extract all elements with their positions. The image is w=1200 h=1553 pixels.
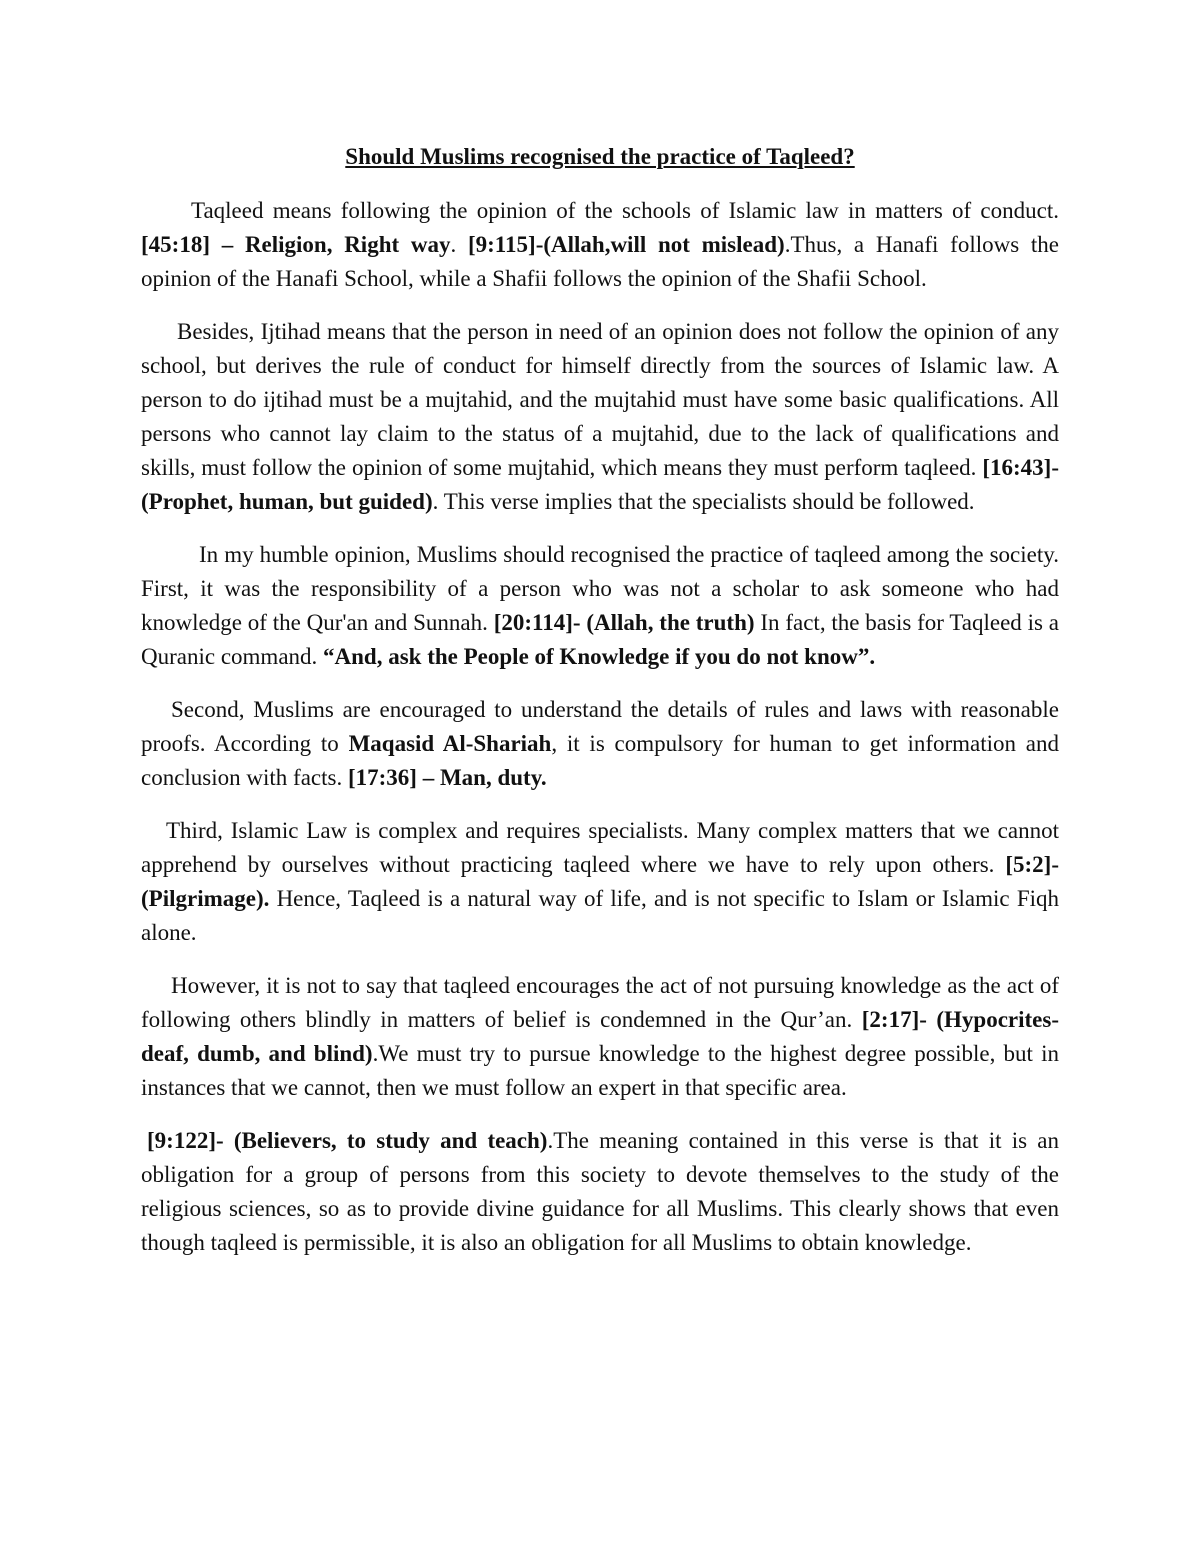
text-run: , it is compulsory for human to get information and conclusion with facts. bbox=[141, 731, 1060, 790]
paragraph-third-point bbox=[141, 814, 1059, 950]
text-run: Besides, Ijtihad means that the person in need of an opinion does not follow the opinion of any school, but derives the rule of conduct for himself directly from the sources of Islamic law. A person to do ijtihad must be a mujtahid, and the mujtahid must have some basic qualifications. All persons who cannot lay claim to the status of a mujtahid, due to the lack of qualifications and skills, must follow the opinion of some mujtahid, which means they must perform taqleed. bbox=[141, 319, 1059, 480]
text-run: .The meaning contained in this verse is that it is an obligation for a group of persons from this society to devote themselves to the study of the religious sciences, so as to provide divine guidance for all Muslims. This clearly shows that even though taqleed is permissible, it is also an obligation for all Muslims to obtain knowledge. bbox=[141, 1128, 1059, 1255]
text-run: Hence, Taqleed is a natural way of life, and is not specific to Islam or Islamic Fiqh alone. bbox=[141, 886, 1059, 945]
text-run: . bbox=[450, 232, 468, 257]
text-run: Taqleed means following the opinion of the schools of Islamic law in matters of conduct. bbox=[191, 198, 1059, 223]
maqasid-term: Maqasid Al-Shariah bbox=[348, 731, 552, 756]
text-run: However, it is not to say that taqleed encourages the act of not pursuing knowledge as the act of following others blindly in matters of belief is condemned in the Qur’an. bbox=[141, 973, 1059, 1032]
verse-reference: [20:114]- (Allah, the truth) bbox=[493, 610, 755, 635]
paragraph-second-point bbox=[141, 693, 1059, 795]
text-run: Second, Muslims are encouraged to understand the details of rules and laws with reasonable proofs. According to bbox=[141, 697, 1059, 756]
paragraph-ijtihad bbox=[141, 315, 1059, 519]
text-run: Third, Islamic Law is complex and requires specialists. Many complex matters that we cannot apprehend by ourselves without practicing taqleed where we have to rely upon others. bbox=[141, 818, 1059, 877]
verse-reference: [16:43]-(Prophet, human, but guided) bbox=[141, 455, 1059, 514]
quranic-command-quote: “And, ask the People of Knowledge if you do not know”. bbox=[323, 644, 876, 669]
paragraph-however bbox=[141, 969, 1059, 1105]
verse-reference: [45:18] – Religion, Right way bbox=[141, 232, 451, 257]
text-run: . This verse implies that the specialists should be followed. bbox=[432, 489, 975, 514]
text-run: .Thus, a Hanafi follows the opinion of the Hanafi School, while a Shafii follows the opinion of the Shafii School. bbox=[141, 232, 1059, 291]
verse-reference: [5:2]- (Pilgrimage). bbox=[141, 852, 1059, 911]
verse-reference: [17:36] – Man, duty. bbox=[347, 765, 547, 790]
text-run: In fact, the basis for Taqleed is a Quranic command. bbox=[141, 610, 1059, 669]
text-run: .We must try to pursue knowledge to the highest degree possible, but in instances that we cannot, then we must follow an expert in that specific area. bbox=[141, 1041, 1059, 1100]
paragraph-conclusion bbox=[141, 1124, 1059, 1260]
paragraph-opinion bbox=[141, 538, 1059, 674]
verse-reference: [2:17]- (Hypocrites- deaf, dumb, and blind) bbox=[141, 1007, 1059, 1066]
verse-reference: [9:122]- (Believers, to study and teach) bbox=[147, 1128, 548, 1153]
document-title: Should Muslims recognised the practice of Taqleed? bbox=[345, 144, 855, 169]
paragraph-taqleed-definition bbox=[141, 194, 1059, 296]
verse-reference: [9:115]-(Allah,will not mislead) bbox=[467, 232, 785, 257]
document-page bbox=[141, 140, 1059, 1279]
text-run: In my humble opinion, Muslims should recognised the practice of taqleed among the society. First, it was the responsibility of a person who was not a scholar to ask someone who had knowledge of the Qur'an and Sunnah. bbox=[141, 542, 1059, 635]
